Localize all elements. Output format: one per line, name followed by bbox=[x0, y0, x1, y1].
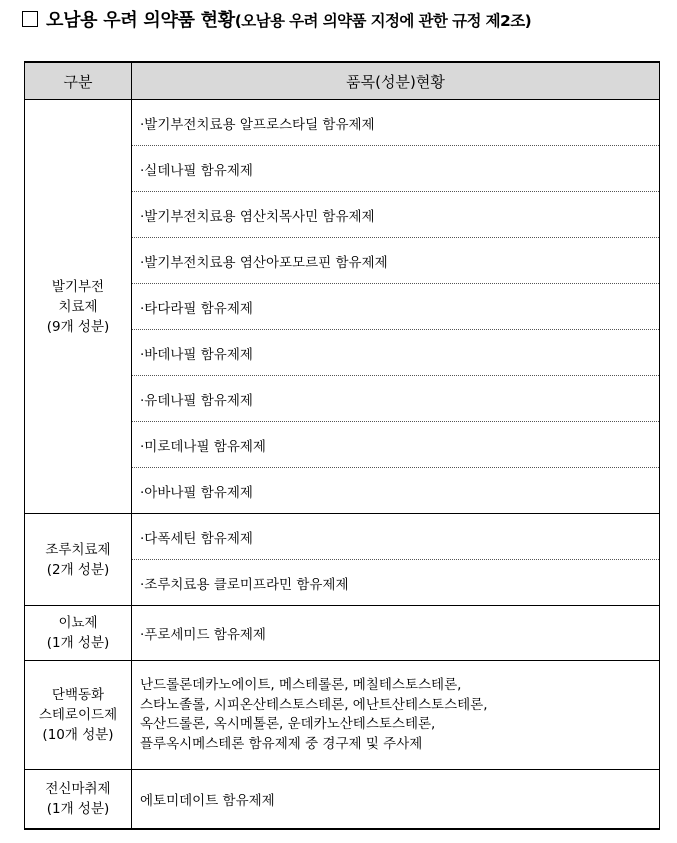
item-cell: ·발기부전치료용 염산아포모르핀 함유제제 bbox=[132, 238, 660, 284]
item-line: 옥산드롤론, 옥시메톨론, 운데카노산테스토스테론, bbox=[140, 716, 436, 732]
category-count: (1개 성분) bbox=[46, 635, 110, 651]
category-line: 단백동화 bbox=[51, 687, 105, 703]
category-count: (2개 성분) bbox=[46, 561, 110, 578]
header-category: 구분 bbox=[25, 62, 132, 100]
item-cell: ·유데나필 함유제제 bbox=[132, 376, 660, 422]
category-count: (10개 성분) bbox=[42, 727, 114, 743]
category-count: (9개 성분) bbox=[46, 318, 110, 335]
category-cell bbox=[25, 100, 132, 514]
drug-status-table bbox=[24, 61, 660, 830]
table-row bbox=[25, 770, 660, 830]
category-cell bbox=[25, 514, 132, 606]
item-cell: 에토미데이트 함유제제 bbox=[132, 770, 660, 830]
table-row bbox=[25, 514, 660, 560]
item-line: 난드롤론데카노에이트, 메스테롤론, 메칠테스토스테론, bbox=[140, 677, 462, 693]
item-line: 스타노졸롤, 시피온산테스토스테론, 에난트산테스토스테론, bbox=[140, 696, 488, 713]
item-cell: ·조루치료용 클로미프라민 함유제제 bbox=[132, 560, 660, 606]
item-cell: ·바데나필 함유제제 bbox=[132, 330, 660, 376]
category-line: 발기부전 bbox=[51, 278, 105, 295]
item-cell: ·발기부전치료용 염산치목사민 함유제제 bbox=[132, 192, 660, 238]
item-cell: ·아바나필 함유제제 bbox=[132, 468, 660, 514]
category-cell bbox=[25, 606, 132, 661]
item-cell: ·발기부전치료용 알프로스타딜 함유제제 bbox=[132, 100, 660, 146]
category-line: 이뇨제 bbox=[58, 615, 98, 631]
table-row bbox=[25, 661, 660, 770]
page-title bbox=[22, 6, 672, 32]
category-line: 스테로이드제 bbox=[38, 707, 118, 723]
category-cell bbox=[25, 770, 132, 830]
title-sub: (오남용 우려 의약품 지정에 관한 규정 제2조) bbox=[234, 12, 532, 30]
table-row bbox=[25, 100, 660, 146]
item-cell: ·미로데나필 함유제제 bbox=[132, 422, 660, 468]
item-cell bbox=[132, 661, 660, 770]
item-cell: ·다폭세틴 함유제제 bbox=[132, 514, 660, 560]
category-count: (1개 성분) bbox=[46, 801, 110, 817]
table-header-row bbox=[25, 62, 660, 100]
header-items: 품목(성분)현황 bbox=[132, 62, 660, 100]
item-line: 플루옥시메스테론 함유제제 중 경구제 및 주사제 bbox=[140, 735, 423, 752]
category-line: 조루치료제 bbox=[45, 541, 111, 558]
category-cell bbox=[25, 661, 132, 770]
item-cell: ·실데나필 함유제제 bbox=[132, 146, 660, 192]
title-main: 오남용 우려 의약품 현황 bbox=[46, 10, 235, 31]
item-cell: ·푸로세미드 함유제제 bbox=[132, 606, 660, 661]
checkbox-square-icon bbox=[22, 11, 38, 27]
table-row bbox=[25, 606, 660, 661]
category-line: 전신마취제 bbox=[45, 781, 111, 797]
category-line: 치료제 bbox=[58, 298, 98, 315]
item-cell: ·타다라필 함유제제 bbox=[132, 284, 660, 330]
